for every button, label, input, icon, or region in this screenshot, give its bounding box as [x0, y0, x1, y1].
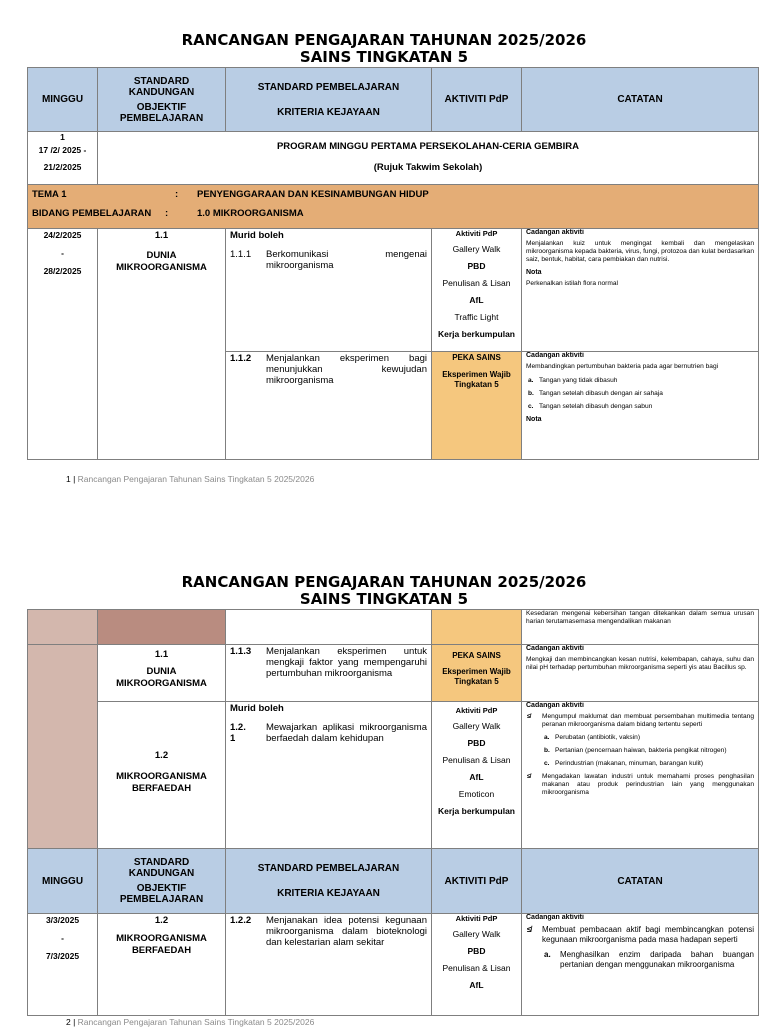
header-standard-kandungan: STANDARD KANDUNGAN OBJEKTIF PEMBELAJARAN	[98, 68, 226, 132]
week2-catatan-2: Cadangan aktiviti Membandingkan pertumbuhan bakteria pada agar bernutrien bagi a. Tangan yang tidak dibasuh b. Tangan setelah dibasuh dengan air sahaja c. Tangan setelah dibasuh dengan sabun Nota	[522, 352, 759, 460]
cont-block	[98, 610, 226, 645]
page-title: RANCANGAN PENGAJARAN TAHUNAN 2025/2026	[181, 573, 587, 591]
header-standard-pembelajaran: STANDARD PEMBELAJARAN KRITERIA KEJAYAAN	[226, 68, 432, 132]
page-subtitle: SAINS TINGKATAN 5	[299, 590, 469, 608]
list-item: b. Pertanian (pencernaan haiwan, bakteria pengikat nitrogen)	[544, 747, 727, 754]
arrow-bullet-icon: ≰	[527, 773, 531, 780]
header-standard-kandungan: STANDARD KANDUNGAN OBJEKTIF PEMBELAJARAN	[98, 849, 226, 914]
continuation-row	[28, 610, 759, 645]
list-item: c. Tangan setelah dibasuh dengan sabun	[528, 403, 653, 410]
rowA-standard-kandungan: 1.1 DUNIA MIKROORGANISMA	[98, 645, 226, 702]
arrow-bullet-icon: ≰	[527, 925, 532, 934]
list-item: a. Tangan yang tidak dibasuh	[528, 377, 618, 384]
list-item: a. Perubatan (antibiotik, vaksin)	[544, 734, 641, 741]
week3-standard-pembelajaran: 1.2.2 Menjanakan idea potensi kegunaan mikroorganisma dalam bioteknologi dan kelestarian alam sekitar	[226, 914, 432, 1016]
table-row-week3	[28, 914, 759, 1016]
table-header-row	[28, 68, 759, 132]
cont-peka	[432, 610, 522, 645]
header-minggu: MINGGU	[28, 68, 98, 132]
week3-aktiviti: Aktiviti PdP Gallery Walk PBD Penulisan & Lisan AfL	[432, 914, 522, 1016]
week2-dates: 24/2/2025 - 28/2/2025	[28, 229, 98, 460]
list-item: ≰ Mengumpul maklumat dan membuat persembahan multimedia tentang peranan mikroorganisma dalam bidang tertentu seperti	[527, 713, 754, 728]
list-item: c. Perindustrian (makanan, minuman, barangan kulit)	[544, 760, 704, 767]
week2-standard-pembelajaran-1: Murid boleh 1.1.1 Berkomunikasi mengenai mikroorganisma	[226, 229, 432, 352]
tema-banner: TEMA 1 : PENYENGGARAAN DAN KESINAMBUNGAN HIDUP BIDANG PEMBELAJARAN : 1.0 MIKROORGANISMA	[28, 185, 759, 229]
page-footer: 2 | Rancangan Pengajaran Tahunan Sains Tingkatan 5 2025/2026	[66, 1017, 315, 1027]
side-block	[28, 702, 98, 849]
week3-dates: 3/3/2025 - 7/3/2025	[28, 914, 98, 1016]
page-title: RANCANGAN PENGAJARAN TAHUNAN 2025/2026	[181, 31, 587, 49]
week2-standard-pembelajaran-2: 1.1.2 Menjalankan eksperimen bagi menunjukkan kewujudan mikroorganisma	[226, 352, 432, 460]
side-block	[28, 645, 98, 702]
rowB-aktiviti: Aktiviti PdP Gallery Walk PBD Penulisan & Lisan AfL Emoticon Kerja berkumpulan	[432, 702, 522, 849]
table-row-1-2-1	[28, 702, 759, 849]
table-header-row	[28, 849, 759, 914]
plan-table-page2	[27, 609, 759, 1016]
cont-empty	[226, 610, 432, 645]
list-item: ≰ Mengadakan lawatan industri untuk memahami proses penghasilan makanan atau produk perindustrian lain yang menggunakan mikroorganisma	[527, 773, 754, 796]
header-aktiviti: AKTIVITI PdP	[432, 68, 522, 132]
arrow-bullet-icon: ≰	[527, 713, 531, 720]
header-standard-pembelajaran: STANDARD PEMBELAJARAN KRITERIA KEJAYAAN	[226, 849, 432, 914]
week3-standard-kandungan: 1.2 MIKROORGANISMA BERFAEDAH	[98, 914, 226, 1016]
rowB-catatan: Cadangan aktiviti ≰ Mengumpul maklumat dan membuat persembahan multimedia tentang peranan mikroorganisma dalam bidang tertentu seperti a. Perubatan (antibiotik, vaksin) b. Pertanian (pencernaan haiwan, bakteria pengikat nitrogen) c. Perindustrian (makanan, minuman, barangan kulit) ≰ Mengadakan lawatan industri untuk memahami proses penghasilan makanan atau produk perindustrian lain yang menggunakan mikroorganisma	[522, 702, 759, 849]
header-minggu: MINGGU	[28, 849, 98, 914]
table-row-week1	[28, 132, 759, 185]
header-catatan: CATATAN	[522, 68, 759, 132]
list-item: b. Tangan setelah dibasuh dengan air sahaja	[528, 390, 663, 397]
tema-row	[28, 185, 759, 229]
rowA-standard-pembelajaran: 1.1.3 Menjalankan eksperimen untuk mengkaji faktor yang mempengaruhi pertumbuhan mikroorganisma	[226, 645, 432, 702]
rowB-standard-kandungan: 1.2 MIKROORGANISMA BERFAEDAH	[98, 702, 226, 849]
table-row-week2	[28, 229, 759, 460]
rowA-peka-sains: PEKA SAINS Eksperimen Wajib Tingkatan 5	[432, 645, 522, 702]
table-row-1-1-3	[28, 645, 759, 702]
week2-catatan-1: Cadangan aktiviti Menjalankan kuiz untuk mengingat kembali dan mengelaskan mikroorganisma kepada bakteria, virus, fungi, protozoa dan kulat berdasarkan saiz, bentuk, habitat, cara pembiakan dan nutrisi. Nota Perkenalkan istilah flora normal	[522, 229, 759, 352]
plan-table-page1	[27, 67, 759, 460]
week1-dates: 1 17 /2/ 2025 - 21/2/2025	[28, 132, 98, 185]
cont-note: Kesedaran mengenai kebersihan tangan ditekankan dalam semua urusan harian terutamasemasa mengendalikan makanan	[522, 610, 759, 645]
rowB-standard-pembelajaran: Murid boleh 1.2. 1 Mewajarkan aplikasi mikroorganisma berfaedah dalam kehidupan	[226, 702, 432, 849]
week3-catatan: Cadangan aktiviti ≰ Membuat pembacaan aktif bagi membincangkan potensi kegunaan mikroorganisma pada masa hadapan seperti a. Menghasilkan enzim daripada bahan buangan pertanian dengan menggunakan mikroorganisma	[522, 914, 759, 1016]
page-subtitle: SAINS TINGKATAN 5	[299, 48, 469, 66]
week2-standard-kandungan: 1.1 DUNIA MIKROORGANISMA	[98, 229, 226, 460]
list-item: ≰ Membuat pembacaan aktif bagi membincangkan potensi kegunaan mikroorganisma pada masa hadapan seperti	[527, 925, 754, 944]
rowA-catatan: Cadangan aktiviti Mengkaji dan membincangkan kesan nutrisi, kelembapan, cahaya, suhu dan nilai pH terhadap pertumbuhan mikroorganisma seperti yis atau Bacillus sp.	[522, 645, 759, 702]
side-block	[28, 610, 98, 645]
week1-program: PROGRAM MINGGU PERTAMA PERSEKOLAHAN-CERIA GEMBIRA (Rujuk Takwim Sekolah)	[98, 132, 759, 185]
header-catatan: CATATAN	[522, 849, 759, 914]
header-aktiviti: AKTIVITI PdP	[432, 849, 522, 914]
week2-aktiviti: Aktiviti PdP Gallery Walk PBD Penulisan & Lisan AfL Traffic Light Kerja berkumpulan	[432, 229, 522, 352]
week2-peka-sains: PEKA SAINS Eksperimen Wajib Tingkatan 5	[432, 352, 522, 460]
page-footer: 1 | Rancangan Pengajaran Tahunan Sains Tingkatan 5 2025/2026	[66, 474, 315, 484]
list-item: a. Menghasilkan enzim daripada bahan buangan pertanian dengan menggunakan mikroorganisma	[544, 950, 754, 969]
